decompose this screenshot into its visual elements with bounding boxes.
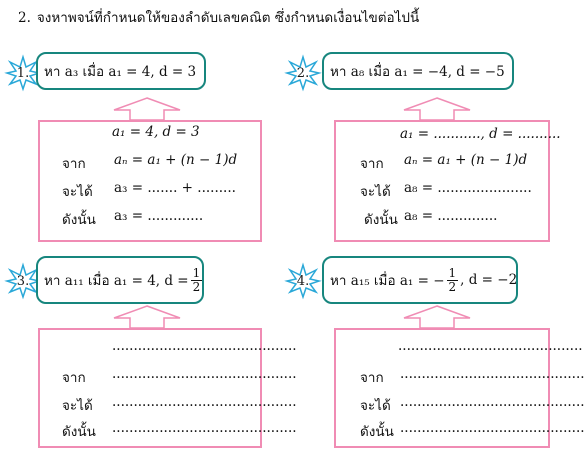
- get-line: a₈ = ......................: [404, 180, 532, 196]
- problem-2-work-box: [334, 120, 561, 242]
- from-label: จาก: [62, 370, 86, 386]
- get-line: a₃ = ....... + .........: [114, 180, 236, 196]
- given-line: a₁ = 4, d = 3: [112, 124, 200, 140]
- star-badge-icon: [286, 56, 320, 90]
- problem-prompt: หา a₁₁ เมื่อ a₁ = 4, d =: [44, 273, 189, 289]
- star-badge-icon: [286, 264, 320, 298]
- get-label: จะได้: [62, 398, 93, 414]
- given-line: ...........................................: [398, 338, 583, 354]
- problem-prompt: หา a₁₅ เมื่อ a₁ = −: [330, 273, 445, 289]
- problem-prompt: หา a₈ เมื่อ a₁ = −4, d = −5: [330, 64, 505, 80]
- problem-4-prompt-box: [322, 256, 518, 304]
- denominator: 2: [448, 279, 457, 294]
- denominator: 2: [192, 279, 201, 294]
- problem-number: 4.: [296, 273, 310, 289]
- formula-line: ...........................................: [400, 366, 585, 382]
- so-label: ดังนั้น: [62, 212, 96, 228]
- numerator: 1: [448, 265, 457, 280]
- problem-number: 1.: [16, 65, 30, 81]
- arrow-up-icon: [402, 304, 472, 330]
- problem-1-work-box: [38, 120, 262, 242]
- from-label: จาก: [360, 370, 384, 386]
- arrow-up-icon: [112, 304, 182, 330]
- problem-3-prompt-box: [36, 256, 204, 304]
- problem-prompt: หา a₃ เมื่อ a₁ = 4, d = 3: [44, 64, 197, 80]
- problem-prompt-suffix: , d = −2: [460, 272, 518, 288]
- given-line: a₁ = ..........., d = ..........: [400, 126, 561, 142]
- problem-4-work-box: [334, 328, 585, 448]
- fraction: [447, 267, 459, 294]
- so-line: ...........................................: [400, 420, 585, 436]
- numerator: 1: [192, 265, 201, 280]
- star-badge-icon: [6, 56, 40, 90]
- from-label: จาก: [360, 156, 384, 172]
- get-label: จะได้: [62, 184, 93, 200]
- problem-1-prompt-box: [36, 52, 206, 90]
- so-line: a₈ = ..............: [404, 208, 498, 224]
- get-label: จะได้: [360, 398, 391, 414]
- get-line: ...........................................: [400, 394, 585, 410]
- problem-number: 2.: [296, 65, 310, 81]
- from-label: จาก: [62, 156, 86, 172]
- problem-3-work-box: [38, 328, 297, 448]
- exercise-heading: [18, 6, 419, 28]
- given-line: ...........................................: [112, 338, 297, 354]
- problem-number: 3.: [16, 273, 30, 289]
- formula-line: aₙ = a₁ + (n − 1)d: [114, 152, 238, 168]
- so-label: ดังนั้น: [364, 212, 398, 228]
- formula-line: aₙ = a₁ + (n − 1)d: [404, 152, 528, 168]
- so-label: ดังนั้น: [360, 424, 394, 440]
- problem-2-prompt-box: [322, 52, 514, 90]
- arrow-up-icon: [112, 96, 182, 122]
- get-label: จะได้: [360, 184, 391, 200]
- star-badge-icon: [6, 264, 40, 298]
- formula-line: ...........................................: [112, 366, 297, 382]
- so-line: ...........................................: [112, 420, 297, 436]
- so-line: a₃ = .............: [114, 208, 204, 224]
- exercise-instruction: จงหาพจน์ที่กำหนดให้ของลำดับเลขคณิต ซึ่งกำหนดเงื่อนไขต่อไปนี้: [36, 10, 420, 26]
- exercise-number: 2.: [18, 10, 31, 26]
- so-label: ดังนั้น: [62, 424, 96, 440]
- arrow-up-icon: [402, 96, 472, 122]
- fraction: [191, 267, 203, 294]
- get-line: ...........................................: [112, 394, 297, 410]
